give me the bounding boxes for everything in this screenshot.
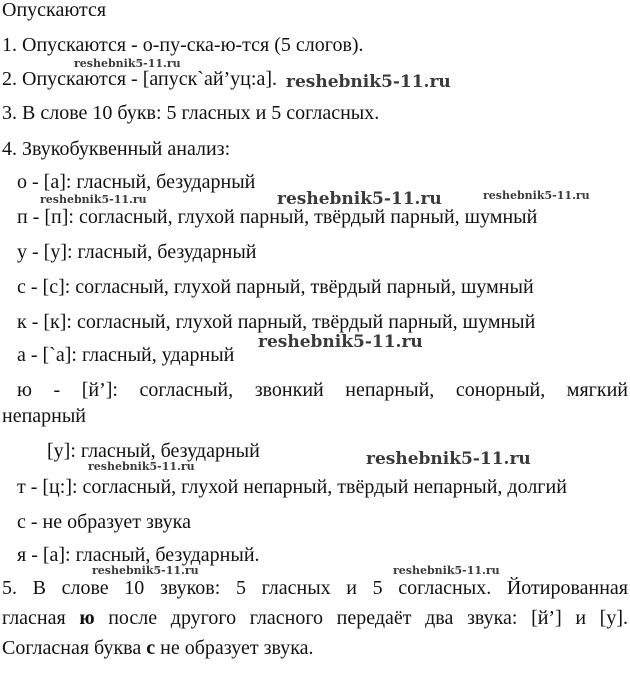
analysis-s: с - [с]: согласный, глухой парный, твёрдый парный, шумный [17, 276, 534, 298]
item-letters: 3. В слове 10 букв: 5 гласных и 5 согласных. [2, 102, 380, 124]
bold-letter-yu: ю [79, 607, 95, 629]
analysis-a: а - [`а]: гласный, ударный [17, 344, 235, 366]
watermark: reshebnik5-11.ru [88, 460, 195, 473]
watermark: reshebnik5-11.ru [92, 564, 199, 577]
item-syllables: 1. Опускаются - о-пу-ска-ю-тся (5 слогов). [2, 34, 364, 56]
watermark: reshebnik5-11.ru [286, 72, 451, 92]
item-analysis-heading: 4. Звукобуквенный анализ: [2, 138, 231, 160]
watermark: reshebnik5-11.ru [258, 332, 423, 352]
watermark: reshebnik5-11.ru [74, 57, 181, 70]
title: Опускаются [2, 0, 107, 21]
watermark: reshebnik5-11.ru [483, 189, 590, 202]
item-transcription: 2. Опускаются - [апуск`ай’уц:а]. [2, 68, 277, 90]
analysis-p: п - [п]: согласный, глухой парный, твёрдый парный, шумный [17, 206, 538, 228]
analysis-k: к - [к]: согласный, глухой парный, твёрдый парный, шумный [17, 311, 536, 333]
analysis-t: т - [ц:]: согласный, глухой непарный, твёрдый непарный, долгий [17, 476, 567, 498]
analysis-yu-line2: непарный [2, 405, 87, 427]
watermark: reshebnik5-11.ru [40, 193, 147, 206]
analysis-s2: с - не образует звука [17, 511, 191, 533]
analysis-u: у - [у]: гласный, безударный [17, 241, 257, 263]
watermark: reshebnik5-11.ru [366, 449, 531, 469]
conclusion-line3: Согласная буква с не образует звука. [2, 637, 314, 659]
watermark: reshebnik5-11.ru [277, 189, 442, 209]
analysis-yu-line1: ю - [й’]: согласный, звонкий непарный, сонорный, мягкий [17, 379, 628, 401]
analysis-o: о - [а]: гласный, безударный [17, 171, 256, 193]
conclusion-line1: 5. В слове 10 звуков: 5 гласных и 5 согласных. Йотированная [2, 577, 628, 599]
conclusion-line2: гласная ю после другого гласного передаёт два звука: [й’] и [у]. [2, 607, 628, 629]
watermark: reshebnik5-11.ru [393, 564, 500, 577]
analysis-ya: я - [а]: гласный, безударный. [17, 544, 260, 566]
bold-letter-s: с [146, 637, 156, 659]
analysis-yu-u: [у]: гласный, безударный [47, 440, 260, 462]
